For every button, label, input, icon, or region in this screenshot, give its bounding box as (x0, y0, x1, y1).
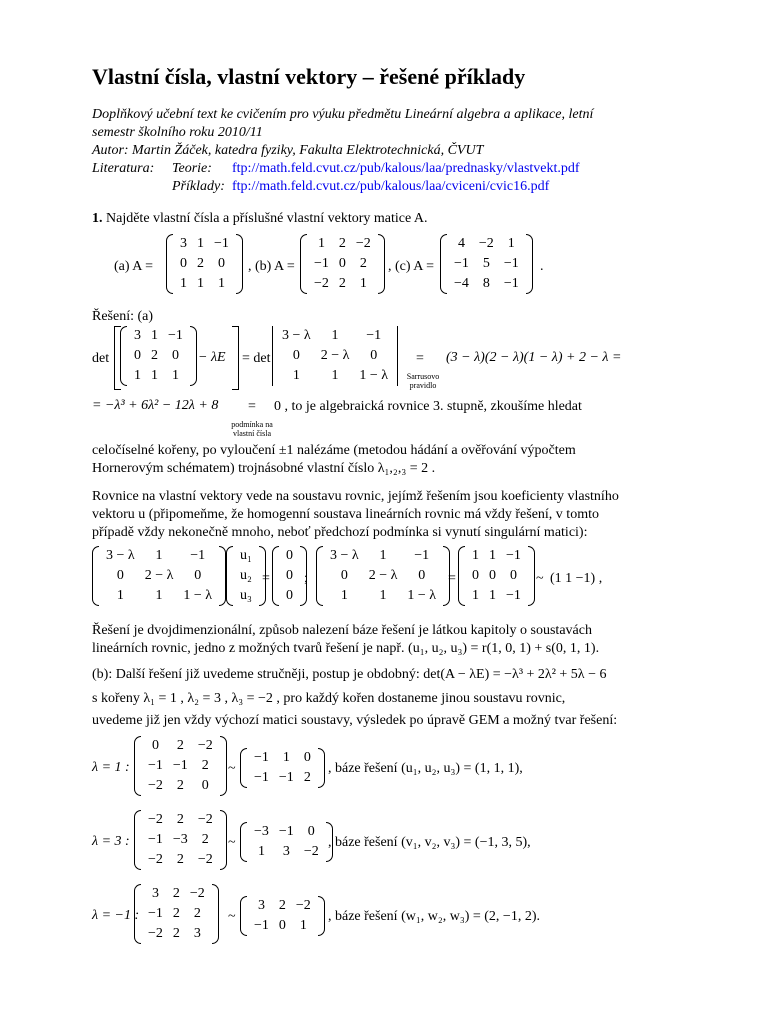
matrix-system-1 (92, 546, 226, 606)
matrix-system-1-cell: 3 − λ (106, 548, 135, 563)
case-reduced-cell: −1 (254, 770, 269, 785)
solution-heading: Řešení: (a) (92, 309, 154, 324)
matrix-reduced-row (467, 566, 526, 586)
matrix-a-cell: 1 (217, 276, 225, 291)
case-matrix-row (143, 904, 210, 924)
case-reduced-cell: −3 (254, 824, 269, 839)
case-reduced-matrix (240, 896, 325, 936)
case-matrix-cell: 2 (172, 926, 180, 941)
vector-u-row (235, 566, 257, 586)
matrix-system-2 (316, 546, 450, 606)
task-number: 1. (92, 211, 103, 226)
case-reduced-cell: −1 (254, 750, 269, 765)
matrix-c-cell: 4 (457, 236, 465, 251)
matrix-reduced-cell: −1 (506, 588, 521, 603)
label-a: (a) A = (114, 259, 153, 274)
case-reduced-cell: −1 (254, 918, 269, 933)
matrix-system-2-cell: 3 − λ (330, 548, 359, 563)
case-tilde: ~ (228, 835, 236, 850)
case-matrix-cell: 3 (151, 886, 159, 901)
semicolon: ; (304, 571, 308, 586)
matrix-system-2-cell: 1 (340, 588, 348, 603)
matrix-a-repeat-cell: −1 (168, 328, 183, 343)
case-reduced-cell: 3 (282, 844, 290, 859)
case-matrix-cell: 2 (193, 906, 201, 921)
matrix-a-lambda-cell: 2 − λ (320, 348, 350, 363)
case-matrix-row (143, 776, 218, 796)
matrix-c-cell: 5 (482, 256, 490, 271)
case-matrix-row (143, 884, 210, 904)
vector-zero (272, 546, 307, 606)
condition-note: podmínka na vlastní čísla (231, 420, 273, 438)
matrix-b-cell: 0 (338, 256, 346, 271)
page: Vlastní čísla, vlastní vektory – řešené příklady Doplňkový učební text ke cvičením pro výuku předmětu Lineární algebra a aplikace, letní semestr školního roku 2010/11 Autor: Martin Žáček, katedra fyziky, Fakulta Elektrotechnická, ČVUT Literatura: Teorie: ftp://math.feld.cvut.cz/pub/kalous/laa/prednasky/vlastvekt.pdf Příklady: ftp://math.feld.cvut.cz/pub/kalous/laa/cviceni/cvic16.pdf 1. Najděte vlastní čísla a příslušné vlastní vektory matice A. (a) A = 3 1 −1 0 2 0 1 1 1 , (b) A = 1 2 −2 −1 0 2 −2 2 1 , (c) A = 4 −2 1 −1 5 −1 −4 8 −1 . Řešení: (a) det 3 1 −1 0 2 0 1 1 1 − λE = det 3 − λ 1 −1 0 2 − λ 0 1 1 1 − λ = Sarrusovo pravidlo (3 − λ)(2 − λ)(1 − λ) + 2 − λ = = −λ³ + 6λ² − 12λ + 8 = podmínka na vlastní čísla 0 , to je algebraická rovnice 3. stupně, zkoušíme hledat celočíselné kořeny, po vyloučení ±1 nalézáme (metodou hádání a ověřování výpočtem Hornerovým schématem) trojnásobné vlastní číslo λ₁,₂,₃ = 2 . Rovnice na vlastní vektory vede na soustavu rovnic, jejímž řešením jsou koeficienty vlastního vektoru u (připomeňme, že homogenní soustava lineárních rovnic má vždy řešení, v tomto případě vždy nekonečně mnoho, neboť předchozí podmínka si vynutí singulární matici): 3 − λ 1 −1 0 2 − λ 0 1 1 1 − λ u₁ u₂ u₃ = 0 0 0 ; 3 − λ 1 −1 0 2 − λ 0 1 1 1 − λ = 1 1 −1 0 0 0 1 1 −1 ~ (1 1 −1) , Řešení je dvojdimenzionální, způsob nalezení báze řešení je látkou kapitoly o soustavách lineárních rovnic, jedno z možných tvarů řešení je např. (u₁, u₂, u₃) = r(1, 0, 1) + s(0, 1, 1). (b): Další řešení již uvedeme stručněji, postup je obdobný: det(A − λE) = −λ³ + 2λ² + 5λ − 6 s kořeny λ₁ = 1 , λ₂ = 3 , λ₃ = −2 , pro každý kořen dostaneme jinou soustavu rovnic, uvedeme již jen vždy výchozí matici soustavy, výsledek po úpravě GEM a možný tvar řešení: λ = 1 : 0 2 −2 −1 −1 2 −2 2 0 ~ −1 1 0 −1 −1 2 , báze řešení (u₁, u₂, u₃) = (1, 1, 1), λ = 3 : −2 2 −2 −1 −3 2 −2 2 −2 ~ −3 −1 0 1 3 −2 , báze řešení (v₁, v₂, v₃) = (−1, 3, 5), λ = −1 : 3 2 −2 −1 2 2 −2 2 3 ~ 3 2 −2 −1 0 1 , báze řešení (w₁, w₂, w₃) = (2, −1, 2). (0, 0, 768, 1024)
matrix-a-repeat-cell: 3 (134, 328, 141, 343)
matrix-b-cell: 2 (359, 256, 367, 271)
condition-equals: = (248, 399, 256, 414)
task-text: Najděte vlastní čísla a příslušné vlastní vektory matice A. (106, 211, 428, 226)
case-basis: , báze řešení (v₁, v₂, v₃) = (−1, 3, 5), (328, 835, 531, 850)
b-line-2: s kořeny λ₁ = 1 , λ₂ = 3 , λ₃ = −2 , pro každý kořen dostaneme jinou soustavu rovnic, (92, 691, 566, 706)
case-label: λ = 3 : (92, 834, 130, 849)
matrix-a-lambda-row (277, 346, 393, 366)
matrix-a-repeat-cell: 1 (171, 368, 179, 383)
vector-u-cell: u₁ (240, 548, 252, 563)
matrix-b (300, 234, 385, 294)
case-matrix (134, 736, 227, 796)
matrix-system-2-cell: 0 (418, 568, 426, 583)
vector-u-cell: u₃ (240, 588, 252, 603)
matrix-a-cell: 1 (180, 276, 187, 291)
case-matrix-cell: −1 (172, 758, 188, 773)
matrix-a-cell: 1 (197, 236, 204, 251)
case-matrix-cell: −1 (148, 758, 163, 773)
case-matrix-cell: 2 (176, 852, 184, 867)
matrix-system-2-cell: 1 (379, 588, 387, 603)
matrix-a-lambda-cell: 1 (331, 328, 339, 343)
case-reduced-row (249, 768, 316, 788)
matrix-reduced-cell: 1 (489, 588, 496, 603)
intro-line-1: Doplňkový učební text ke cvičením pro výuku předmětu Lineární algebra a aplikace, letní (92, 107, 594, 122)
case-matrix-cell: −1 (148, 906, 163, 921)
case-reduced-matrix (240, 748, 325, 788)
matrix-system-1-cell: −1 (190, 548, 206, 563)
matrix-c-cell: 1 (507, 236, 515, 251)
matrix-c-cell: −1 (454, 256, 469, 271)
matrix-system-2-cell: 0 (340, 568, 348, 583)
matrix-b-cell: −2 (355, 236, 371, 251)
vector-zero-row (281, 586, 298, 606)
vector-zero-row (281, 566, 298, 586)
matrix-a-repeat-row (129, 346, 188, 366)
matrix-a-lambda-cell: −1 (366, 328, 382, 343)
case-matrix-cell: 2 (201, 832, 209, 847)
matrix-a-cell: 1 (197, 276, 204, 291)
case-matrix-cell: −2 (189, 886, 205, 901)
examples-link[interactable]: ftp://math.feld.cvut.cz/pub/kalous/laa/cviceni/cvic16.pdf (232, 179, 550, 194)
matrix-system-1-cell: 1 (155, 548, 163, 563)
matrix-a-repeat-cell: 1 (134, 368, 141, 383)
matrix-reduced-cell: 1 (472, 588, 479, 603)
matrix-b-row (309, 234, 376, 254)
matrix-b-cell: 1 (359, 276, 367, 291)
vector-u-cell: u₂ (240, 568, 252, 583)
matrix-b-cell: 2 (338, 276, 346, 291)
matrix-a-repeat-cell: 1 (151, 368, 158, 383)
matrix-c-cell: −1 (503, 276, 519, 291)
matrix-reduced (458, 546, 535, 606)
theory-label: Teorie: (172, 161, 212, 176)
matrix-b-cell: 2 (338, 236, 346, 251)
page-title: Vlastní čísla, vlastní vektory – řešené příklady (92, 64, 526, 89)
matrix-a-row (175, 254, 234, 274)
matrix-system-2-row (325, 546, 441, 566)
matrix-system-2-cell: 1 − λ (407, 588, 437, 603)
after-polynomial: 0 , to je algebraická rovnice 3. stupně, zkoušíme hledat (274, 399, 582, 414)
case-reduced-row (249, 748, 316, 768)
roots-line-2: Hornerovým schématem) trojnásobné vlastní číslo λ₁,₂,₃ = 2 . (92, 461, 436, 476)
case-reduced-cell: 3 (257, 898, 265, 913)
matrix-system-1-cell: 2 − λ (144, 568, 174, 583)
case-matrix-cell: 0 (201, 778, 209, 793)
vector-para-3: případě vždy nekonečně mnoho, neboť předchozí podmínka si vynutí singulární matici): (92, 525, 588, 540)
literature-label: Literatura: (92, 161, 155, 176)
case-matrix-row (143, 850, 218, 870)
case-reduced-cell: 2 (278, 898, 286, 913)
case-matrix-cell: −3 (172, 832, 188, 847)
case-matrix-cell: 0 (151, 738, 159, 753)
case-matrix-cell: 2 (176, 738, 184, 753)
matrix-a-lambda-cell: 1 (331, 368, 339, 383)
matrix-a-cell: 3 (180, 236, 187, 251)
matrix-a-row (175, 274, 234, 294)
task-heading (92, 210, 428, 228)
label-b: , (b) A = (248, 259, 295, 274)
case-matrix-cell: −2 (148, 852, 163, 867)
case-matrix-row (143, 756, 218, 776)
label-c: , (c) A = (388, 259, 434, 274)
matrix-system-2-row (325, 586, 441, 606)
case-reduced-row (249, 916, 316, 936)
matrix-system-1-row (101, 586, 217, 606)
vector-para-2: vektoru u (připomeňme, že homogenní soustava lineárních rovnic má vždy řešení, v tomto (92, 507, 599, 522)
case-matrix-row (143, 924, 210, 944)
sarrus-equals: = (416, 351, 424, 366)
matrix-system-1-cell: 0 (116, 568, 124, 583)
matrix-a-lambda-row (277, 366, 393, 386)
matrix-reduced-row (467, 586, 526, 606)
matrix-reduced-cell: 0 (472, 568, 479, 583)
matrix-b-row (309, 254, 376, 274)
case-reduced-row (249, 822, 324, 842)
matrix-a-repeat-row (129, 326, 188, 346)
vector-zero-cell: 0 (286, 568, 293, 583)
case-matrix-cell: 2 (176, 812, 184, 827)
matrix-a-repeat-cell: 0 (134, 348, 141, 363)
matrix-reduced-cell: 1 (472, 548, 479, 563)
matrix-a-cell: −1 (214, 236, 229, 251)
matrix-a-repeat-cell: 1 (151, 328, 158, 343)
matrix-system-2-cell: 2 − λ (368, 568, 398, 583)
case-matrix-cell: −2 (148, 926, 163, 941)
matrix-c-row (449, 254, 524, 274)
matrix-a-lambda-cell: 1 (292, 368, 300, 383)
matrix-b-cell: −1 (314, 256, 329, 271)
case-basis: , báze řešení (w₁, w₂, w₃) = (2, −1, 2). (328, 909, 540, 924)
case-reduced-cell: −2 (303, 844, 319, 859)
matrix-b-cell: 1 (317, 236, 325, 251)
matrix-system-2-cell: −1 (414, 548, 430, 563)
case-reduced-cell: 1 (282, 750, 290, 765)
case-reduced-cell: 2 (303, 770, 311, 785)
case-reduced-cell: −2 (295, 898, 311, 913)
matrix-a-lambda-cell: 0 (370, 348, 378, 363)
matrix-a-repeat (120, 326, 197, 386)
case-matrix (134, 810, 227, 870)
case-reduced-cell: 1 (257, 844, 265, 859)
matrix-a-cell: 0 (217, 256, 225, 271)
case-matrix-cell: −2 (148, 778, 163, 793)
row-vector: (1 1 −1) , (550, 571, 603, 586)
vector-u (226, 546, 266, 606)
matrix-c-row (449, 274, 524, 294)
vector-u-row (235, 586, 257, 606)
b-line-1: (b): Další řešení již uvedeme stručněji, postup je obdobný: det(A − λE) = −λ³ + 2λ² + 5λ − 6 (92, 667, 607, 682)
case-label: λ = 1 : (92, 760, 130, 775)
matrix-a-repeat-cell: 0 (171, 348, 179, 363)
matrix-c (440, 234, 533, 294)
case-reduced-row (249, 896, 316, 916)
case-reduced-cell: 0 (278, 918, 286, 933)
dim-para-2: lineárních rovnic, jedno z možných tvarů řešení je např. (u₁, u₂, u₃) = r(1, 0, 1) + s(0, 1, 1). (92, 641, 600, 656)
case-matrix-row (143, 736, 218, 756)
matrix-system-1-row (101, 546, 217, 566)
matrix-a-cell: 2 (197, 256, 204, 271)
matrix-c-cell: 8 (482, 276, 490, 291)
case-matrix-cell: −1 (148, 832, 163, 847)
b-line-3: uvedeme již jen vždy výchozí matici soustavy, výsledek po úpravě GEM a možný tvar řešení: (92, 713, 618, 728)
case-reduced-cell: −1 (278, 824, 294, 839)
case-matrix-cell: −2 (148, 812, 163, 827)
matrix-system-1-row (101, 566, 217, 586)
case-reduced-matrix (240, 822, 333, 862)
det-label: det (92, 351, 110, 366)
matrix-system-1-cell: 1 − λ (183, 588, 213, 603)
matrix-a-cell: 0 (180, 256, 187, 271)
case-basis: , báze řešení (u₁, u₂, u₃) = (1, 1, 1), (328, 761, 523, 776)
case-label: λ = −1 : (92, 908, 140, 923)
matrix-b-cell: −2 (314, 276, 329, 291)
polynomial: = −λ³ + 6λ² − 12λ + 8 (92, 398, 219, 413)
matrix-a-repeat-row (129, 366, 188, 386)
matrix-system-1-cell: 0 (194, 568, 202, 583)
case-reduced-cell: 0 (307, 824, 315, 839)
vector-para-1: Rovnice na vlastní vektory vede na soustavu rovnic, jejímž řešením jsou koeficienty vlastního (92, 489, 619, 504)
examples-label: Příklady: (172, 179, 225, 194)
case-matrix-cell: −2 (197, 738, 213, 753)
expansion: (3 − λ)(2 − λ)(1 − λ) + 2 − λ = (446, 350, 622, 365)
matrix-system-2-row (325, 566, 441, 586)
vector-zero-cell: 0 (286, 588, 293, 603)
case-matrix-row (143, 830, 218, 850)
case-matrix-cell: 2 (172, 886, 180, 901)
matrix-a-repeat-cell: 2 (151, 348, 158, 363)
intro-author: Autor: Martin Žáček, katedra fyziky, Fakulta Elektrotechnická, ČVUT (92, 143, 484, 158)
matrix-a-lambda-cell: 3 − λ (282, 328, 311, 343)
matrix-system-1-cell: 1 (155, 588, 163, 603)
matrix-a (166, 234, 243, 294)
vector-u-row (235, 546, 257, 566)
case-matrix-cell: −2 (197, 812, 213, 827)
case-matrix-row (143, 810, 218, 830)
case-reduced-cell: 0 (303, 750, 311, 765)
task-end: . (540, 259, 544, 274)
matrix-reduced-cell: −1 (506, 548, 521, 563)
matrix-c-row (449, 234, 524, 254)
sarrus-note: Sarrusovo pravidlo (406, 372, 440, 390)
matrix-reduced-cell: 0 (489, 568, 496, 583)
matrix-a-lambda-cell: 0 (292, 348, 300, 363)
matrix-a-row (175, 234, 234, 254)
matrix-reduced-cell: 1 (489, 548, 496, 563)
case-matrix-cell: 2 (201, 758, 209, 773)
matrix-reduced-row (467, 546, 526, 566)
matrix-b-row (309, 274, 376, 294)
intro-line-2: semestr školního roku 2010/11 (92, 125, 263, 140)
matrix-a-lambda (272, 326, 398, 386)
vector-zero-row (281, 546, 298, 566)
matrix-a-lambda-cell: 1 − λ (359, 368, 389, 383)
matrix-c-cell: −2 (478, 236, 494, 251)
case-tilde: ~ (228, 761, 236, 776)
case-matrix-cell: 2 (172, 906, 180, 921)
theory-link[interactable]: ftp://math.feld.cvut.cz/pub/kalous/laa/prednasky/vlastvekt.pdf (232, 161, 580, 176)
matrix-system-2-cell: 1 (379, 548, 387, 563)
case-reduced-cell: −1 (278, 770, 294, 785)
matrix-a-lambda-row (277, 326, 393, 346)
case-matrix-cell: 2 (176, 778, 184, 793)
dim-para-1: Řešení je dvojdimenzionální, způsob nalezení báze řešení je látkou kapitoly o soustavách (92, 623, 592, 638)
case-reduced-row (249, 842, 324, 862)
case-reduced-cell: 1 (299, 918, 307, 933)
case-tilde: ~ (228, 909, 236, 924)
case-matrix-cell: −2 (197, 852, 213, 867)
matrix-c-cell: −4 (454, 276, 469, 291)
matrix-system-1-cell: 1 (116, 588, 124, 603)
matrix-reduced-cell: 0 (509, 568, 517, 583)
case-matrix-cell: 3 (193, 926, 201, 941)
case-matrix (134, 884, 219, 944)
matrix-c-cell: −1 (503, 256, 519, 271)
roots-line-1: celočíselné kořeny, po vyloučení ±1 nalézáme (metodou hádání a ověřování výpočtem (92, 443, 576, 458)
minus-lambda-e: − λE (198, 350, 226, 365)
vector-zero-cell: 0 (286, 548, 293, 563)
tilde: ~ (536, 571, 544, 586)
eq-det: = det (242, 351, 271, 366)
